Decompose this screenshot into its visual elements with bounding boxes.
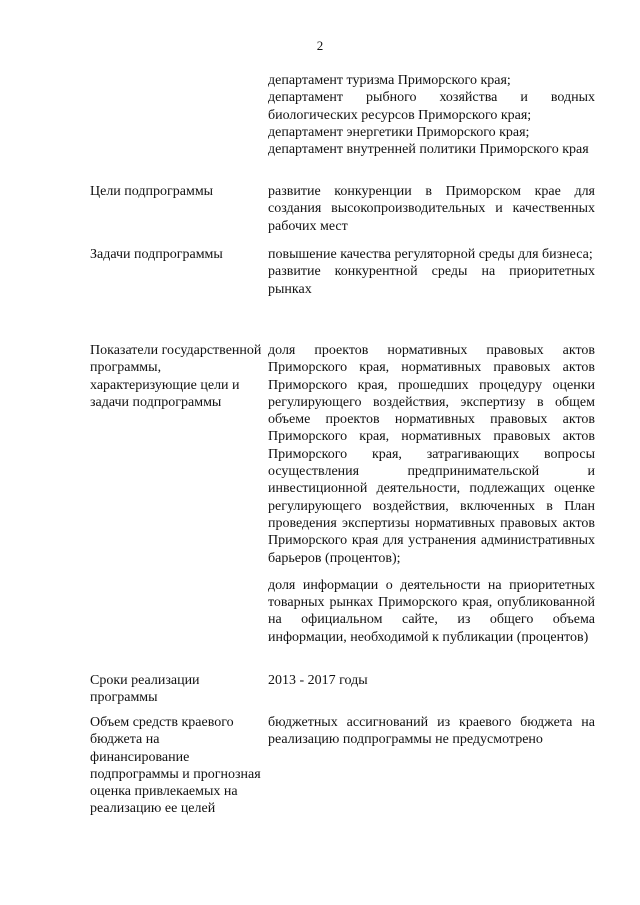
row-label: Показатели государственной программы, характеризующие цели и задачи подпрограммы xyxy=(90,343,262,410)
row-label: Задачи подпрограммы xyxy=(90,247,223,262)
row-paragraph: развитие конкурентной среды на приоритетных рынках xyxy=(268,264,595,297)
row-value xyxy=(268,342,595,672)
row-paragraph: департамент энергетики Приморского края; xyxy=(268,124,530,140)
row-value xyxy=(268,72,595,183)
table-row xyxy=(90,246,595,342)
row-value xyxy=(268,714,595,818)
row-value xyxy=(268,672,595,714)
table-row xyxy=(90,672,595,714)
row-value xyxy=(268,183,595,246)
row-label xyxy=(90,72,262,183)
row-label: Объем средств краевого бюджета на финансирование подпрограммы и прогнозная оценка привлекаемых на реализацию ее целей xyxy=(90,715,261,817)
passport-table xyxy=(90,72,595,818)
table-row xyxy=(90,342,595,672)
table-row xyxy=(90,714,595,818)
row-label: Сроки реализации программы xyxy=(90,673,200,706)
row-paragraph: департамент внутренней политики Приморского края xyxy=(268,142,589,158)
row-paragraph: бюджетных ассигнований из краевого бюджета на реализацию подпрограммы не предусмотрено xyxy=(268,715,595,748)
row-paragraph: департамент туризма Приморского края; xyxy=(268,73,511,88)
row-paragraph: повышение качества регуляторной среды для бизнеса; xyxy=(268,247,593,262)
row-paragraph: 2013 - 2017 годы xyxy=(268,673,368,688)
row-value xyxy=(268,246,595,342)
row-paragraph: развитие конкуренции в Приморском крае для создания высокопроизводительных и качественных рабочих мест xyxy=(268,184,595,234)
row-paragraph: доля информации о деятельности на приоритетных товарных рынках Приморского края, опубликованной на официальном сайте, из общего объема информации, необходимой к публикации (процентов) xyxy=(268,577,595,645)
table-row xyxy=(90,72,595,183)
page-number: 2 xyxy=(316,38,324,53)
row-paragraph: департамент рыбного хозяйства и водных биологических ресурсов Приморского края; xyxy=(268,90,595,123)
table-row xyxy=(90,183,595,246)
row-paragraph: доля проектов нормативных правовых актов Приморского края, нормативных правовых актов Приморского края, прошедших процедуру оценки регулирующего воздействия, экспертизу в общем объеме проектов нормативных правовых актов Приморского края, нормативных правовых актов Приморского края, затрагивающих вопросы осуществления предпринимательской и инвестиционной деятельности, подлежащих оценке регулирующего воздействия, включенных в План проведения экспертизы нормативных правовых актов Приморского края для устранения административных барьеров (процентов); xyxy=(268,343,595,566)
row-label: Цели подпрограммы xyxy=(90,184,214,199)
